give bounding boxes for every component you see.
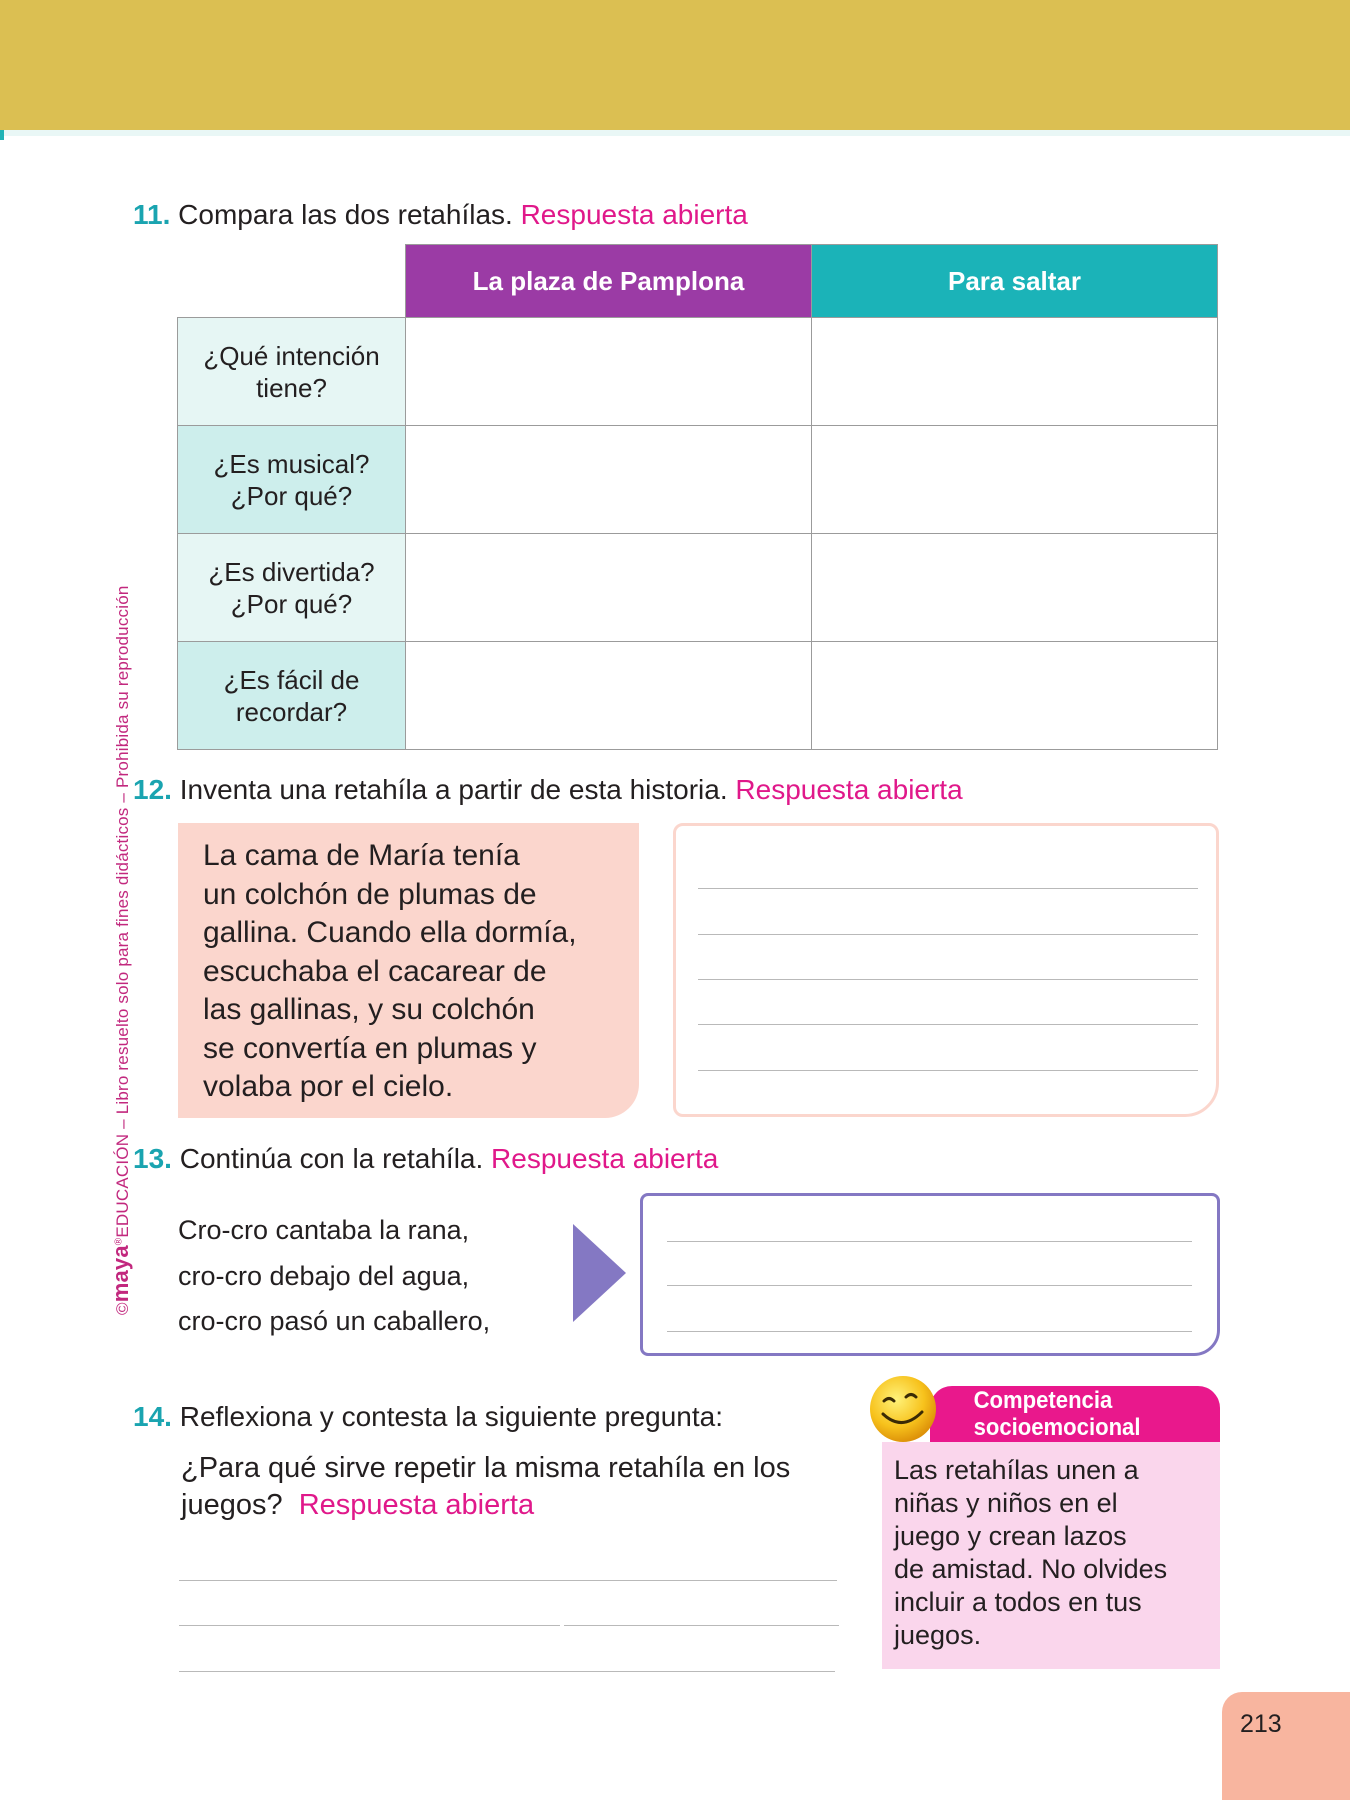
row-label: ¿Es fácil de recordar? <box>178 642 406 750</box>
answer-cell[interactable] <box>406 642 812 750</box>
table-row <box>178 642 1218 750</box>
competencia-header: Competencia socioemocional <box>930 1386 1220 1442</box>
question-13: 13. Continúa con la retahíla. Respuesta abierta <box>133 1143 719 1174</box>
column-header: La plaza de Pamplona <box>406 245 812 318</box>
arrow-right-icon <box>573 1224 626 1322</box>
writing-line[interactable] <box>667 1331 1192 1332</box>
answer-cell[interactable] <box>406 534 812 642</box>
answer-label: Respuesta abierta <box>520 199 748 230</box>
answer-cell[interactable] <box>406 318 812 426</box>
answer-cell[interactable] <box>812 534 1218 642</box>
writing-line[interactable] <box>698 979 1198 980</box>
question-14-text: ¿Para qué sirve repetir la misma retahíla en los juegos? Respuesta abierta <box>181 1452 791 1521</box>
writing-line[interactable] <box>179 1671 835 1672</box>
header-rule <box>0 130 1350 136</box>
answer-label: Respuesta abierta <box>298 1489 535 1521</box>
answer-cell[interactable] <box>812 426 1218 534</box>
question-11: 11. Compara las dos retahílas. Respuesta abierta <box>133 199 748 230</box>
header-band <box>0 0 1350 130</box>
answer-cell[interactable] <box>406 426 812 534</box>
comparison-table <box>177 244 1218 750</box>
table-row <box>178 318 1218 426</box>
answer-cell[interactable] <box>812 642 1218 750</box>
question-12: 12. Inventa una retahíla a partir de esta historia. Respuesta abierta <box>133 774 963 805</box>
table-row <box>178 534 1218 642</box>
side-credit: ©maya®EDUCACIÓN – Libro resuelto solo para fines didácticos – Prohibida su reproducción <box>108 585 133 1315</box>
column-header: Para saltar <box>812 245 1218 318</box>
writing-line[interactable] <box>667 1285 1192 1286</box>
writing-line[interactable] <box>667 1241 1192 1242</box>
answer-label: Respuesta abierta <box>491 1143 719 1174</box>
row-label: ¿Es musical? ¿Por qué? <box>178 426 406 534</box>
brand-logo: maya <box>108 1245 133 1303</box>
writing-line[interactable] <box>698 1070 1198 1071</box>
smiley-icon <box>868 1374 938 1444</box>
row-label: ¿Qué intención tiene? <box>178 318 406 426</box>
writing-line[interactable] <box>179 1625 560 1626</box>
competencia-body: Las retahílas unen a niñas y niños en el juego y crean lazos de amistad. No olvides incluir a todos en tus juegos. <box>882 1442 1220 1669</box>
page-tab <box>1222 1692 1350 1800</box>
answer-label: Respuesta abierta <box>735 774 963 805</box>
writing-line[interactable] <box>179 1580 837 1581</box>
writing-line[interactable] <box>698 934 1198 935</box>
story-box: La cama de María tenía un colchón de plumas de gallina. Cuando ella dormía, escuchaba el cacarear de las gallinas, y su colchón se convertía en plumas y volaba por el cielo. <box>178 823 639 1118</box>
answer-cell[interactable] <box>812 318 1218 426</box>
question-14: 14. Reflexiona y contesta la siguiente pregunta: <box>133 1401 723 1432</box>
writing-line[interactable] <box>564 1625 839 1626</box>
writing-box[interactable] <box>673 823 1219 1117</box>
page-number: 213 <box>1240 1710 1282 1738</box>
writing-line[interactable] <box>698 1024 1198 1025</box>
writing-line[interactable] <box>698 888 1198 889</box>
table-row <box>178 426 1218 534</box>
verses: Cro-cro cantaba la rana, cro-cro debajo del agua, cro-cro pasó un caballero, <box>178 1215 491 1336</box>
row-label: ¿Es divertida? ¿Por qué? <box>178 534 406 642</box>
